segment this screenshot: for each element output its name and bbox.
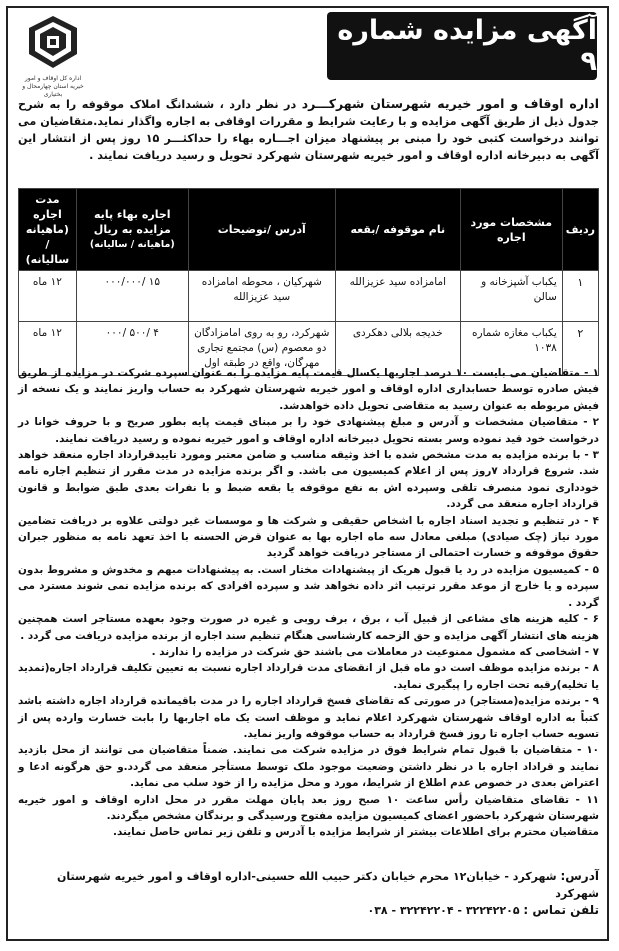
term-item: ۴ - در تنظیم و تجدید اسناد اجاره با اشخاص حقیقی و شرکت ها و موسسات غیر دولتی علاوه بر دریافت تضامین مورد نیاز (چک صیادی) مبلغی معادل سه ماه اجاره بها به عنوان قرض الحسنه با اخذ تعهد نامه به منظور جبران حقوق موقوفه و خسارت احتمالی از مستاجر دریافت خواهد گردید xyxy=(18,514,599,560)
cell-waqf: خدیجه بلالی دهکردی xyxy=(335,322,460,376)
page-title: آگهی مزایده شماره ۹ xyxy=(327,12,597,80)
cell-row-number: ۱ xyxy=(562,271,598,322)
cell-waqf: امامزاده سید عزیزالله xyxy=(335,271,460,322)
term-item: ۵ - کمیسیون مزایده در رد یا قبول هریک از پیشنهادات مختار است. به پیشنهادات مبهم و مخدوش و مشروط بدون سپرده و یا خارج از موعد مقرر ترتیب اثر داده نخواهد شد و سپرده افرادی که برنده مزایده نمی شوند مسترد می گردد . xyxy=(18,563,599,609)
header-address: آدرس /توضیحات xyxy=(188,189,335,271)
header-rent-label: اجاره بهاء پایه مزایده به ریال xyxy=(93,208,171,236)
term-item: ۷ - اشخاصی که مشمول ممنوعیت در معاملات می باشند حق شرکت در مزایده را ندارند . xyxy=(151,645,599,658)
cell-row-number: ۲ xyxy=(562,322,598,376)
header-row-number: ردیف xyxy=(562,189,598,271)
header-specs: مشخصات مورد اجاره xyxy=(460,189,562,271)
phone-label: تلفن تماس : xyxy=(523,903,599,917)
logo-caption: اداره کل اوقاف و امور خیریه استان چهارمحال و بختیاری xyxy=(22,75,84,98)
header-rent-sub: (ماهیانه / سالیانه) xyxy=(89,239,175,250)
term-item: ۹ - برنده مزایده(مستاجر) در صورتی که تقاضای فسخ قرارداد اجاره را در مدت باقیمانده قرارداد اجاره داشته باشد کتباً به اداره اوقاف شهرستان شهرکرد اعلام نماید و موظف است یک ماه اجاربها را بابت خسارت وارده پس از تسویه حساب اجاره تا روز فسخ قرارداد به حساب موقوفه واریز نماید. xyxy=(18,695,599,740)
cell-duration: ۱۲ ماه xyxy=(19,271,77,322)
awqaf-logo xyxy=(18,14,88,98)
header-duration: مدت اجاره (ماهیانه / سالیانه) xyxy=(19,189,77,271)
header xyxy=(8,10,607,98)
awqaf-emblem-icon xyxy=(27,14,79,70)
phone-line xyxy=(18,902,599,919)
intro-paragraph xyxy=(18,95,599,164)
term-item: ۶ - کلیه هزینه های مشاعی از قبیل آب ، برق ، برف روبی و غیره در صورت وجود بعهده مستاجر است همچنین هزینه های انتشار آگهی مزایده و حق الزحمه کارشناسی هنگام تنظیم سند اجاره از برنده مزایده دریافت می گردد . xyxy=(18,613,599,642)
contact-note: متقاضیان محترم برای اطلاعات بیشتر از شرایط مزایده با آدرس و تلفن زیر تماس حاصل نمایند. xyxy=(113,826,599,839)
header-rent xyxy=(76,189,188,271)
auction-table xyxy=(18,188,599,376)
cell-address: شهرکرد، رو به روی امامزادگان دو معصوم (س) مجتمع تجاری مهرگان، واقع در طبقه اول xyxy=(188,322,335,376)
cell-address: شهرکیان ، محوطه امامزاده سید عزیزالله xyxy=(188,271,335,322)
term-item: ۱۱ - تقاضای متقاضیان رأس ساعت ۱۰ صبح روز بعد پایان مهلت مقرر در محل اداره اوقاف و امور خیریه شهرستان شهرکرد باحضور اعضای کمیسیون مزایده مفتوح ورسیدگی و برندگان مشخص میگردند. xyxy=(18,793,599,822)
term-item: ۳ - با برنده مزایده به مدت مشخص شده با اخذ وثیقه مناسب و ضامن معتبر ومورد تاییدقرارداد اجاره منعقد خواهد شد. شروع قرارداد ۷روز پس از اعلام کمیسیون می باشد. و اگر برنده مزایده در مدت مقرر از تنظیم اجاره نامه خودداری نمود منصرف تلقی وسپرده اش به نفع موقوفه یا بقعه ضبط و با نفرات بعدی طبق ضوابط و قانون قرارداد اجاره منعقد می گردد. xyxy=(18,449,599,511)
address-value: شهرکرد - خیابان۱۲ محرم خیابان دکتر حبیب الله حسینی-اداره اوقاف و امور خیریه شهرستان شهرکرد xyxy=(56,870,599,900)
intro-text: در نظر دارد ، ششدانگ املاک موقوفه را به شرح جدول ذیل از طریق آگهی مزایده و با رعایت شرایط و مقررات اوقافی به اجاره واگذار نماید.متقاضیان می توانند درخواست کتبی خود را مبنی بر پیشنهاد میزان اجـــاره بهاء را حداکثـــر ۱۵ روز پس از انتشار این آگهی به دبیرخانه اداره اوقاف و امور خیریه شهرستان شهرکرد تحویل و رسید دریافت نمایند . xyxy=(18,98,599,162)
organization-name: اداره اوقاف و امور خیریه شهرستان شهرکـــرد xyxy=(301,96,599,111)
cell-specs: یکباب آشپزخانه و سالن xyxy=(460,271,562,322)
cell-rent: ۴ /۵۰۰ /۰۰۰ xyxy=(76,322,188,376)
cell-rent: ۱۵ /۰۰۰/۰۰۰ xyxy=(76,271,188,322)
address-line xyxy=(18,868,599,902)
term-item: ۸ - برنده مزایده موظف است دو ماه قبل از انقضای مدت قرارداد اجاره نسبت به تعیین تکلیف قرارداد اجاره(تمدید یا تخلیه)رقبه تحت اجاره را پیگیری نماید. xyxy=(18,662,599,691)
header-waqf: نام موقوفه /بقعه xyxy=(335,189,460,271)
cell-specs: یکباب مغازه شماره ۱۰۳۸ xyxy=(460,322,562,376)
footer xyxy=(18,868,599,919)
terms-list xyxy=(18,365,599,841)
table-row xyxy=(19,271,599,322)
cell-duration: ۱۲ ماه xyxy=(19,322,77,376)
term-item: ۱۰ - متقاضیان با قبول تمام شرایط فوق در مزایده شرکت می نمایند. ضمناً متقاضیان می توانند از محل بازدید نمایند و قراداد اجاره با در نظر داشتن وضعیت موجود ملک توسط مستأجر منعقد می گردد.و حق هرگونه ادعا و اعتراض بعدی در خصوص عدم اطلاع از شرایط، مورد و محل مزایده را از خود سلب می نماید. xyxy=(18,744,599,790)
address-label: آدرس: xyxy=(560,869,599,883)
table-header-row xyxy=(19,189,599,271)
term-item: ۲ - متقاضیان مشخصات و آدرس و مبلغ پیشنهادی خود را بر مبنای قیمت پایه بطور صریح و با حروف خوانا در درخواست خود قید نموده وسر بسته تحویل دبیرخانه اداره اوقاف و امور خیریه نموده و رسید دریافت نمایند. xyxy=(18,416,599,445)
phone-value: ۳۲۲۴۲۲۰۵ - ۳۲۲۴۲۲۰۴ - ۰۳۸ xyxy=(367,904,520,917)
term-item: ۱ - متقاضیان می بایست ۱۰ درصد اجاربها یکسال قیمت پایه مزایده را به عنوان سپرده شرکت در مزایده از طریق فیش صادره توسط حسابداری اداره اوقاف و امور خیریه شهرستان شهرکرد به حساب واریز نمایند و یک نسخه از فیش مربوطه به عنوان رسید به متقاضی تحویل داده خواهدشد. xyxy=(18,367,599,412)
